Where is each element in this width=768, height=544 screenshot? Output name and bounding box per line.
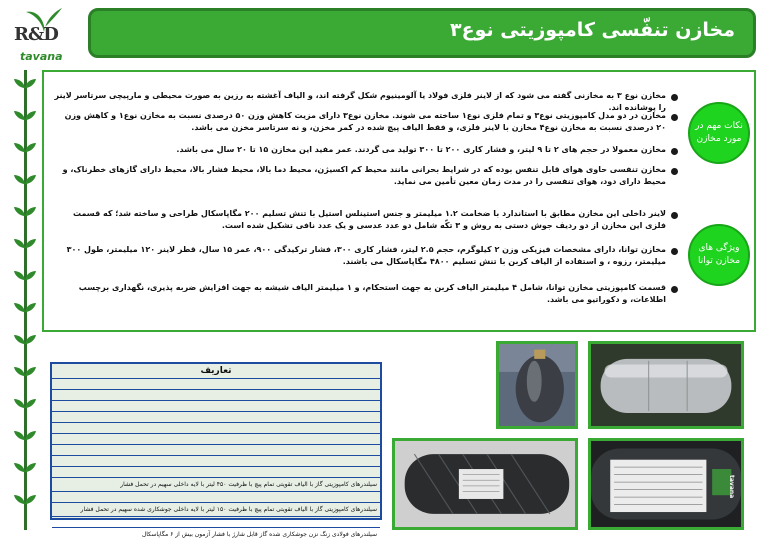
leaf-icon (14, 142, 36, 154)
leaf-icon (14, 494, 36, 506)
paragraph-2: مخازن در دو مدل کامپوزیتی نوع۳ و تمام فلزی نوع۱ ساخته می شوند. مخازن نوع۳ دارای مزیت کاهش وزن ۵۰ درصدی نسبت به مخازن نوع۱ و کاهش وزن ۲۰ درصدی نسبت به مخازن نوع۴ مخازن با لاینر فلزی، و فقط الیاف پیچ شده در کمر مخزن، و نه سرتاسر مخزن می باشد. (64, 111, 666, 132)
bullet-icon (671, 148, 678, 155)
leaf-icon (14, 270, 36, 282)
definitions-row (52, 456, 380, 467)
leaf-icon (14, 238, 36, 250)
notes-circle-label: نکات مهم در مورد مخازن (688, 102, 750, 164)
page-title: مخازن تنفّسی کامپوزیتی نوع۳ (449, 19, 735, 41)
bullet-icon (671, 168, 678, 175)
leaf-icon (14, 206, 36, 218)
leaf-icon (14, 110, 36, 122)
definitions-row: سیلندرهای فولادی زنگ نزن جوشکاری شده گاز قابل شارژ با فشار آزمون بیش از ۶ مگاپاسکال (141, 531, 377, 538)
photo-cylinder-label (588, 438, 744, 530)
leaf-icon (14, 302, 36, 314)
logo-brand-text: tavana (20, 50, 63, 63)
paragraph-3: مخازن معمولا در حجم های ۲ تا ۹ لیتر، و فشار کاری ۲۰۰ تا ۳۰۰ تولید می گردند. عمر مفید این مخازن ۱۵ تا ۲۰ سال می باشد. (176, 145, 666, 154)
logo-rd-text: R&D (14, 24, 58, 45)
definitions-row (52, 412, 380, 423)
paragraph-7: قسمت کامپوزیتی مخازن توانا، شامل ۴ میلیمتر الیاف کربن به جهت استحکام، و ۱ میلیمتر الیاف شیشه به جهت افزایش ضربه پذیری، نگهداری برچسب اطلاعات، و دکوراتیو می باشد. (78, 283, 666, 304)
leaf-icon (14, 174, 36, 186)
photo-liner-steel (588, 341, 744, 429)
definitions-row: سیلندرهای کامپوزیتی گاز با الیاف تقویتی تمام پیچ با ظرفیت ۴۵۰ لیتر با لایه داخلی سهیم در تحمل فشار (52, 478, 380, 492)
definitions-row (52, 467, 380, 478)
bullet-icon (671, 286, 678, 293)
leaf-icon (14, 462, 36, 474)
bullet-icon (671, 212, 678, 219)
paragraph-1: مخازن نوع ۳ به مخازنی گفته می شود که از لاینر فلزی فولاد یا آلومینیوم شکل گرفته اند، و الیاف آغشته به رزین به صورت محیطی و مارپیچی سرتاسر لاینر را پوشانده اند. (54, 91, 666, 112)
definitions-row (52, 445, 380, 456)
bullet-icon (671, 94, 678, 101)
content-frame (42, 70, 756, 332)
definitions-row (52, 423, 380, 434)
photo-brand-label: tavana (728, 475, 735, 499)
definitions-row (52, 517, 380, 528)
definitions-row: سیلندرهای کامپوزیتی گاز با الیاف تقویتی تمام پیچ با ظرفیت ۱۵۰ لیتر با لایه داخلی جوشکاری شده سهیم در تحمل فشار (52, 503, 380, 517)
title-bar (88, 8, 756, 58)
leaf-icon (14, 430, 36, 442)
bullet-icon (671, 248, 678, 255)
definitions-row (52, 492, 380, 503)
leaf-icon (14, 78, 36, 90)
definitions-row (52, 401, 380, 412)
photo-liner-small (496, 341, 578, 429)
vine-border (24, 70, 27, 530)
paragraph-6: مخازن توانا، دارای مشخصات فیزیکی وزن ۲ کیلوگرم، حجم ۲.۵ لیتر، فشار کاری ۳۰۰، فشار ترکیدگی ۹۰۰، عمر ۱۵ سال، قطر لاینر ۱۲۰ میلیمتر، طول ۳۰۰ میلیمتر، رزوه ، و استفاده از الیاف کربن با تنش تسلیم ۴۸۰۰ مگاپاسکال می باشند. (66, 245, 666, 266)
definitions-row (52, 379, 380, 390)
features-circle-label: ویژگی های مخازن توانا (688, 224, 750, 286)
bullet-icon (671, 114, 678, 121)
leaf-icon (14, 366, 36, 378)
leaf-icon (14, 398, 36, 410)
definitions-row (52, 390, 380, 401)
leaf-icon (14, 334, 36, 346)
rd-tavana-logo (8, 6, 80, 72)
photo-cylinder-carbon (392, 438, 578, 530)
definitions-row (52, 434, 380, 445)
paragraph-5: لاینر داخلی این مخازن مطابق با استاندارد با ضخامت ۱.۲ میلیمتر و جنس استینلس استیل با تنش تسلیم ۲۰۰ مگاپاسکال طراحی و ساخته شد؛ که قسمت فلزی این مخازن از دو ردیف جوش دستی به روش و ۳ تکّه شامل دو عدد عدسی و یک عدد نافی تشکیل شده است. (72, 209, 666, 230)
paragraph-4: مخازن تنفسی حاوی هوای قابل تنفس بوده که در شرایط بحرانی مانند محیط کم اکسیژن، محیط دما بالا، محیط فشار بالا، محیط دارای گازهای خطرناک، و محیط دارای دود، هوای تنفسی را در مدت زمان معین تأمین می نماید. (62, 165, 666, 186)
definitions-table (50, 362, 382, 538)
definitions-title: تعاریف (52, 364, 380, 379)
